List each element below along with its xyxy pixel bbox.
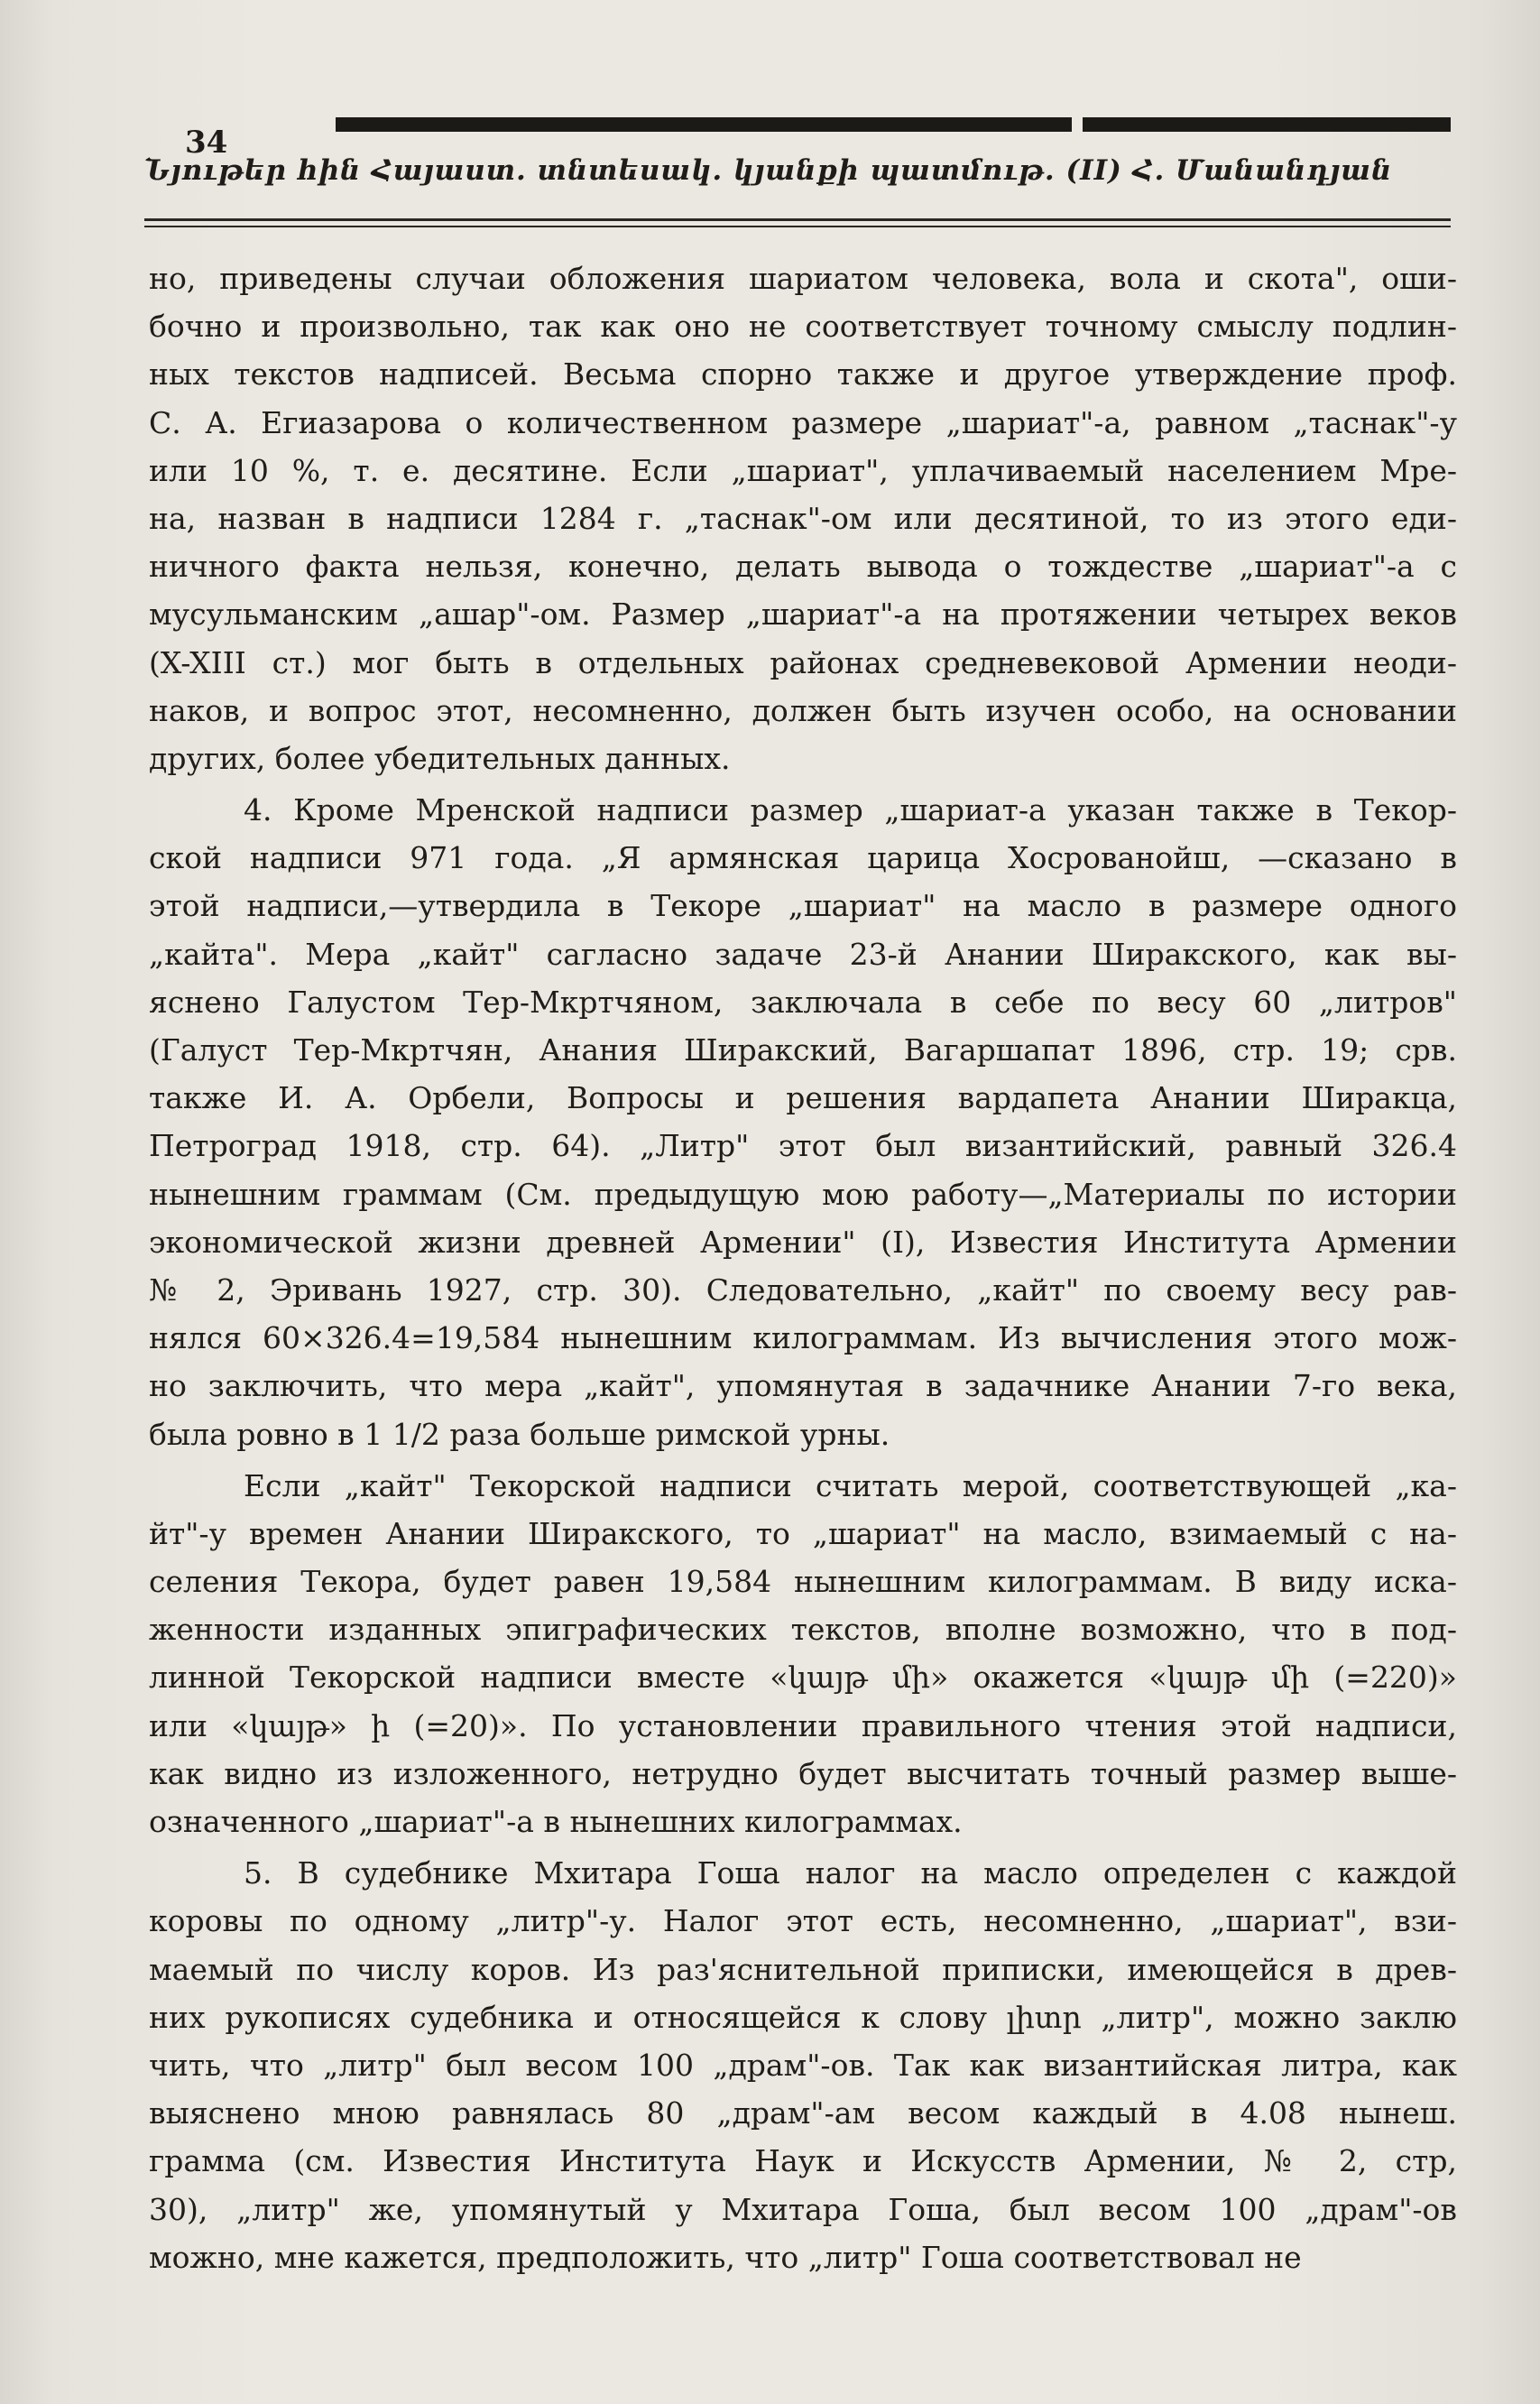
header-decorative-bar — [1083, 117, 1451, 132]
text-line: (Галуст Тер-Мкртчян, Анания Ширакский, Вагаршапат 1896, стр. 19; срв. — [149, 1032, 1457, 1068]
text-line: также И. А. Орбели, Вопросы и решения вардапета Анании Ширакца, — [149, 1080, 1457, 1116]
text-line: наков, и вопрос этот, несомненно, должен быть изучен особо, на основании — [149, 692, 1457, 728]
paragraph — [149, 1462, 1457, 1846]
text-line: была ровно в 1 1/2 раза больше римской урны. — [149, 1416, 890, 1452]
text-line: коровы по одному „литр"-у. Налог этот есть, несомненно, „шариат", взи- — [149, 1903, 1457, 1939]
text-line: этой надписи,—утвердила в Текоре „шариат" на масло в размере одного — [149, 888, 1457, 924]
text-line: селения Текора, будет равен 19,584 нынешним килограммам. В виду иска- — [149, 1564, 1457, 1600]
text-line: 5. В судебнике Мхитара Гоша налог на масло определен с каждой — [244, 1855, 1457, 1891]
text-line: ных текстов надписей. Весьма спорно также и другое утверждение проф. — [149, 356, 1457, 393]
text-line: экономической жизни древней Армении" (I), Известия Института Армении — [149, 1224, 1457, 1260]
text-line: означенного „шариат"-а в нынешних килограммах. — [149, 1804, 963, 1839]
text-line: или «կայթ» ի (=20)». По установлении правильного чтения этой надписи, — [149, 1707, 1457, 1743]
running-head: Նյութեր հին Հայաստ. տնտեսակ. կյանքի պատմութ. (II) Հ. Մանանդյան — [144, 154, 1393, 187]
header-rule — [144, 218, 1451, 221]
text-line: как видно из изложенного, нетрудно будет высчитать точный размер выше- — [149, 1755, 1457, 1791]
text-line: грамма (см. Известия Института Наук и Искусств Армении, № 2, стр, — [149, 2143, 1457, 2179]
text-line: Если „кайт" Текорской надписи считать мерой, соответствующей „ка- — [244, 1467, 1457, 1503]
text-line: 4. Кроме Мренской надписи размер „шариат-а указан также в Текор- — [244, 792, 1457, 828]
paragraph — [149, 1849, 1457, 2281]
text-line: „кайта". Мера „кайт" сагласно задаче 23-й Анании Ширакского, как вы- — [149, 936, 1457, 972]
text-line: женности изданных эпиграфических текстов, вполне возможно, что в под- — [149, 1612, 1457, 1648]
paragraph — [149, 786, 1457, 1458]
text-line: С. А. Егиазарова о количественном размере „шариат"-а, равном „таснак"-у — [149, 404, 1457, 440]
text-line: бочно и произвольно, так как оно не соответствует точному смыслу подлин- — [149, 309, 1457, 345]
text-line: но, приведены случаи обложения шариатом человека, вола и скота", оши- — [149, 261, 1457, 296]
text-line: чить, что „литр" был весом 100 „драм"-ов. Так как византийская литра, как — [149, 2047, 1457, 2083]
text-line: нялся 60×326.4=19,584 нынешним килограммам. Из вычисления этого мож- — [149, 1320, 1457, 1356]
header-decorative-bar — [336, 117, 1072, 132]
text-line: них рукописях судебника и относящейся к слову լիտր „литр", можно заклю — [149, 1999, 1457, 2035]
text-line: мусульманским „ашар"-ом. Размер „шариат"-а на протяжении четырех веков — [149, 596, 1457, 633]
text-line: йт"-у времен Анании Ширакского, то „шариат" на масло, взимаемый с на- — [149, 1515, 1457, 1551]
text-line: маемый по числу коров. Из раз'яснительной приписки, имеющейся в древ- — [149, 1951, 1457, 1987]
text-line: яснено Галустом Тер-Мкртчяном, заключала в себе по весу 60 „литров" — [149, 984, 1457, 1020]
text-line: линной Текорской надписи вместе «կայթ մի» окажется «կայթ մի (=220)» — [149, 1660, 1457, 1696]
text-line: Петроград 1918, стр. 64). „Литр" этот был византийский, равный 326.4 — [149, 1128, 1457, 1164]
page-number: 34 — [185, 125, 228, 161]
text-line: ничного факта нельзя, конечно, делать вывода о тождестве „шариат"-а с — [149, 549, 1457, 585]
paragraph — [149, 254, 1457, 782]
text-line: нынешним граммам (См. предыдущую мою работу—„Материалы по истории — [149, 1176, 1457, 1212]
text-line: 30), „литр" же, упомянутый у Мхитара Гоша, был весом 100 „драм"-ов — [149, 2191, 1457, 2227]
text-line: на, назван в надписи 1284 г. „таснак"-ом или десятиной, то из этого еди- — [149, 500, 1457, 536]
text-line: (X-XIII ст.) мог быть в отдельных районах средневековой Армении неоди- — [149, 644, 1457, 680]
text-line: других, более убедительных данных. — [149, 740, 731, 776]
text-line: выяснено мною равнялась 80 „драм"-ам весом каждый в 4.08 нынеш. — [149, 2095, 1457, 2131]
body-text — [149, 254, 1457, 2281]
text-line: но заключить, что мера „кайт", упомянутая в задачнике Анании 7-го века, — [149, 1368, 1457, 1404]
text-line: № 2, Эривань 1927, стр. 30). Следовательно, „кайт" по своему весу рав- — [149, 1271, 1457, 1308]
header-rule — [144, 226, 1451, 227]
text-line: или 10 %, т. е. десятине. Если „шариат", уплачиваемый населением Мре- — [149, 452, 1457, 488]
text-line: ской надписи 971 года. „Я армянская царица Хосрованойш, —сказано в — [149, 840, 1457, 876]
text-line: можно, мне кажется, предположить, что „литр" Гоша соответствовал не — [149, 2239, 1302, 2275]
